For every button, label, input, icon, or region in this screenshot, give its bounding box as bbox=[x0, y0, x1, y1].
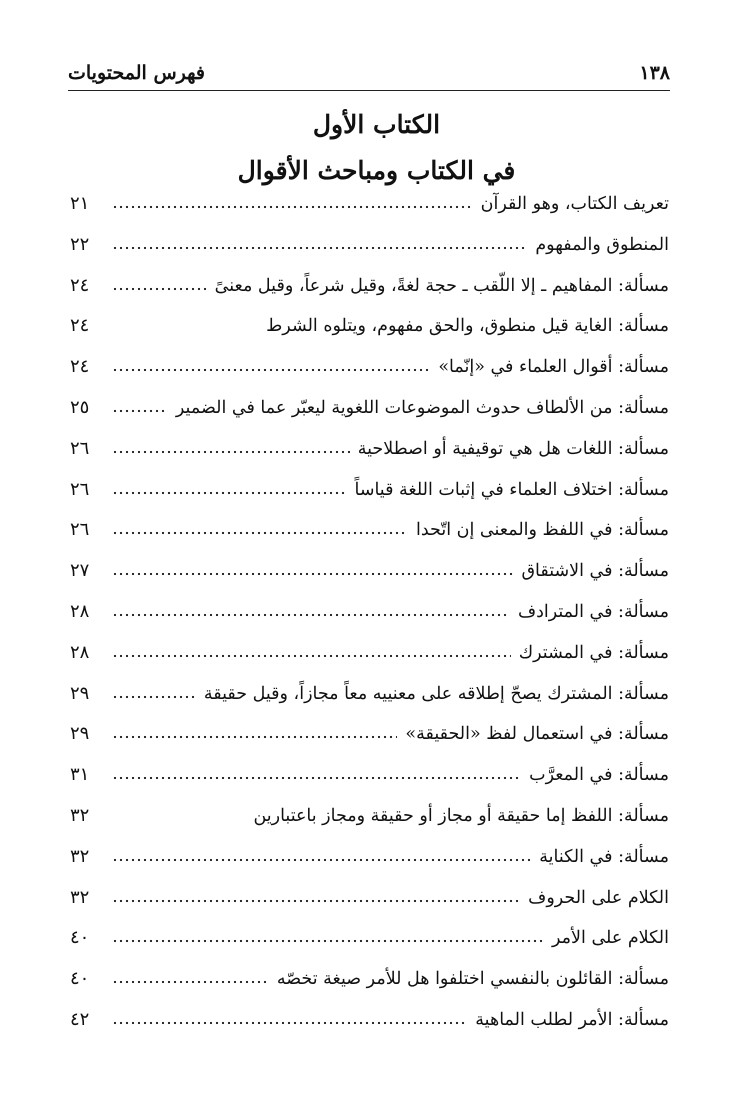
toc-entry-page: ٢٤ bbox=[70, 315, 90, 337]
toc-entry-page: ٤٠ bbox=[70, 968, 90, 990]
toc-entry-page: ٢٥ bbox=[70, 396, 90, 418]
dot-leader bbox=[112, 199, 473, 209]
dot-leader bbox=[112, 933, 544, 943]
dot-leader bbox=[112, 362, 430, 372]
toc-entry bbox=[70, 479, 669, 520]
toc-entry bbox=[70, 764, 669, 805]
toc-entry-title: مسألة: الغاية قيل منطوق، والحق مفهوم، ويتلوه الشرط bbox=[266, 316, 669, 337]
toc-entry-title: مسألة: في اللفظ والمعنى إن اتّحدا bbox=[415, 520, 669, 541]
toc-entry bbox=[70, 356, 669, 397]
toc-entry-title: مسألة: في المعرَّب bbox=[529, 765, 669, 786]
toc-entry-title: مسألة: في المترادف bbox=[517, 601, 669, 622]
toc-entry-title: مسألة: في الاشتقاق bbox=[521, 561, 669, 582]
toc-entry bbox=[70, 193, 669, 234]
toc-entry-page: ٢٢ bbox=[70, 233, 90, 255]
dot-leader bbox=[112, 893, 520, 903]
book-title: الكتاب الأول bbox=[312, 110, 441, 139]
toc-entry bbox=[70, 968, 669, 1009]
toc-entry bbox=[70, 397, 669, 438]
toc-entry bbox=[70, 846, 669, 887]
dot-leader bbox=[112, 403, 168, 413]
running-title: فهرس المحتويات bbox=[68, 62, 205, 84]
toc-entry-title: مسألة: في استعمال لفظ «الحقيقة» bbox=[405, 724, 669, 745]
toc-entry bbox=[70, 234, 669, 275]
dot-leader bbox=[112, 321, 258, 331]
toc-entry-page: ٣١ bbox=[70, 764, 90, 786]
toc-entry bbox=[70, 560, 669, 601]
toc-entry-page: ٢٦ bbox=[70, 519, 90, 541]
dot-leader bbox=[112, 240, 527, 250]
running-header bbox=[68, 50, 670, 84]
toc-entry bbox=[70, 438, 669, 479]
toc-entry-page: ٣٢ bbox=[70, 845, 90, 867]
header-divider bbox=[68, 90, 670, 91]
toc-entry-page: ٢٨ bbox=[70, 641, 90, 663]
dot-leader bbox=[112, 281, 207, 291]
toc-entry bbox=[70, 519, 669, 560]
toc-entry-page: ٢٩ bbox=[70, 723, 90, 745]
toc-entry-page: ٢٧ bbox=[70, 560, 90, 582]
page-number: ١٣٨ bbox=[639, 62, 670, 84]
toc-entry-page: ٣٢ bbox=[70, 804, 90, 826]
dot-leader bbox=[112, 770, 521, 780]
toc-entry bbox=[70, 683, 669, 724]
toc-entry bbox=[70, 723, 669, 764]
dot-leader bbox=[112, 607, 510, 617]
toc-entry bbox=[70, 601, 669, 642]
toc-entry-page: ٢٦ bbox=[70, 437, 90, 459]
toc-entry-page: ٢١ bbox=[70, 193, 90, 214]
book-subtitle: في الكتاب ومباحث الأقوال bbox=[237, 156, 516, 185]
toc-entry-page: ٣٢ bbox=[70, 886, 90, 908]
toc-entry-title: مسألة: في الكناية bbox=[539, 846, 669, 867]
toc-entry bbox=[70, 1009, 669, 1050]
toc-entry-title: مسألة: القائلون بالنفسي اختلفوا هل للأمر صيغة تخصّه bbox=[276, 969, 669, 990]
toc-entry-page: ٢٨ bbox=[70, 600, 90, 622]
toc-entry bbox=[70, 805, 669, 846]
toc-entry-title: مسألة: في المشترك bbox=[518, 642, 669, 663]
dot-leader bbox=[112, 852, 531, 862]
toc-entry-title: مسألة: المشترك يصحّ إطلاقه على معنييه معاً مجازاً، وقيل حقيقة bbox=[203, 683, 669, 704]
toc-entry bbox=[70, 887, 669, 928]
toc-entry-title: مسألة: من الألطاف حدوث الموضوعات اللغوية ليعبّر عما في الضمير bbox=[175, 397, 669, 418]
dot-leader bbox=[112, 729, 397, 739]
toc-entry-page: ٢٤ bbox=[70, 274, 90, 296]
dot-leader bbox=[112, 566, 513, 576]
dot-leader bbox=[112, 525, 408, 535]
dot-leader bbox=[112, 811, 245, 821]
toc-entry bbox=[70, 642, 669, 683]
dot-leader bbox=[112, 974, 269, 984]
toc-entry-title: الكلام على الأمر bbox=[552, 928, 669, 949]
toc-entry bbox=[70, 315, 669, 356]
toc-entry bbox=[70, 275, 669, 316]
toc-entry-page: ٤٢ bbox=[70, 1008, 90, 1030]
toc-entry-title: مسألة: اللفظ إما حقيقة أو مجاز أو حقيقة ومجاز باعتبارين bbox=[253, 805, 669, 826]
dot-leader bbox=[112, 485, 346, 495]
toc-entry-title: مسألة: الأمر لطلب الماهية bbox=[475, 1009, 669, 1030]
toc-entry-title: الكلام على الحروف bbox=[528, 887, 669, 908]
toc-entry-title: مسألة: اللغات هل هي توقيفية أو اصطلاحية bbox=[357, 438, 669, 459]
dot-leader bbox=[112, 648, 511, 658]
toc-entry-page: ٢٦ bbox=[70, 478, 90, 500]
toc-entry bbox=[70, 927, 669, 968]
toc-entry-title: مسألة: المفاهيم ـ إلا اللّقب ـ حجة لغةً، وقيل شرعاً، وقيل معنىً bbox=[214, 275, 669, 296]
dot-leader bbox=[112, 444, 350, 454]
dot-leader bbox=[112, 1015, 467, 1025]
toc-entry-title: مسألة: اختلاف العلماء في إثبات اللغة قياساً bbox=[354, 479, 669, 500]
toc-entry-title: تعريف الكتاب، وهو القرآن bbox=[480, 194, 669, 214]
table-of-contents bbox=[70, 193, 669, 1050]
toc-entry-title: مسألة: أقوال العلماء في «إنّما» bbox=[438, 357, 669, 378]
toc-entry-page: ٤٠ bbox=[70, 927, 90, 949]
toc-entry-page: ٢٩ bbox=[70, 682, 90, 704]
toc-entry-title: المنطوق والمفهوم bbox=[535, 234, 669, 255]
dot-leader bbox=[112, 689, 196, 699]
toc-entry-page: ٢٤ bbox=[70, 356, 90, 378]
